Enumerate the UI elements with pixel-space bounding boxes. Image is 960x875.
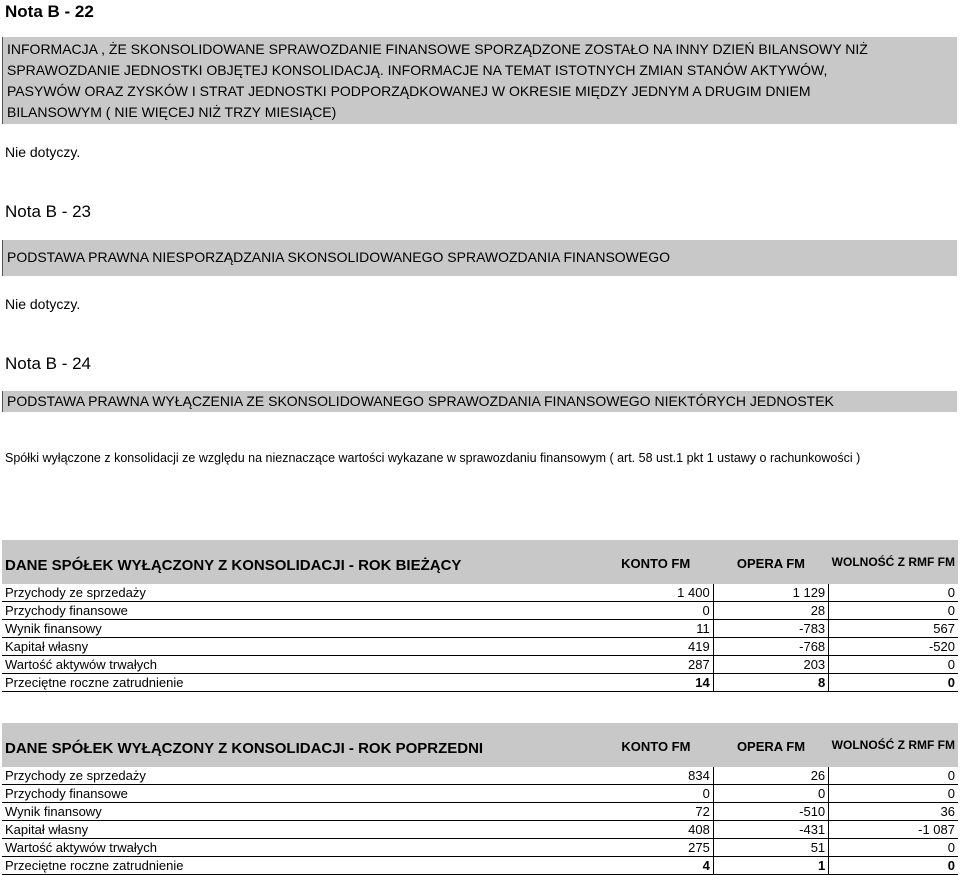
cell-value: 51 [713,839,828,857]
row-label: Kapitał własny [2,638,598,656]
cell-value: 419 [598,638,713,656]
nota-b22-header-line: PASYWÓW ORAZ ZYSKÓW I STRAT JEDNOSTKI PODPORZĄDKOWANEJ W OKRESIE MIĘDZY JEDNYM A DRUGIM DNIEM [7,83,811,99]
nota-b24-title: Nota B - 24 [5,354,91,373]
table-header-row [2,723,958,767]
table-row [2,821,958,839]
cell-value: 275 [598,839,713,857]
cell-value: 0 [829,656,958,674]
cell-value: 8 [713,674,828,692]
column-header: WOLNOŚĆ Z RMF FM [829,723,958,767]
nota-b22-note: Nie dotyczy. [5,144,81,160]
row-label: Kapitał własny [2,821,598,839]
table-row [2,767,958,785]
nota-b23-note: Nie dotyczy. [5,296,81,312]
nota-b23-header-text: PODSTAWA PRAWNA NIESPORZĄDZANIA SKONSOLIDOWANEGO SPRAWOZDANIA FINANSOWEGO [7,249,671,265]
cell-value: 0 [829,584,958,602]
table-title: DANE SPÓŁEK WYŁĄCZONY Z KONSOLIDACJI - ROK POPRZEDNI [2,723,598,767]
nota-b22-header [2,37,957,124]
cell-value: 28 [713,602,828,620]
row-label: Wartość aktywów trwałych [2,656,598,674]
row-label: Przychody ze sprzedaży [2,767,598,785]
nota-b23-title: Nota B - 23 [5,202,91,221]
column-header: KONTO FM [598,723,713,767]
cell-value: 1 129 [713,584,828,602]
cell-value: 36 [829,803,958,821]
cell-value: -768 [713,638,828,656]
cell-value: 72 [598,803,713,821]
table-row [2,602,958,620]
cell-value: 0 [829,602,958,620]
table-row [2,785,958,803]
cell-value: 408 [598,821,713,839]
table-row [2,620,958,638]
cell-value: 203 [713,656,828,674]
nota-b24-header-text: PODSTAWA PRAWNA WYŁĄCZENIA ZE SKONSOLIDOWANEGO SPRAWOZDANIA FINANSOWEGO NIEKTÓRYCH JEDNOSTEK [7,393,834,409]
cell-value: 287 [598,656,713,674]
cell-value: 0 [829,785,958,803]
row-label: Wynik finansowy [2,803,598,821]
cell-value: 11 [598,620,713,638]
table-row [2,803,958,821]
cell-value: 0 [829,857,958,875]
cell-value: 0 [829,767,958,785]
table-header-row [2,540,958,584]
table-row [2,857,958,875]
table-row [2,584,958,602]
column-header: WOLNOŚĆ Z RMF FM [829,540,958,584]
nota-b22-header-line: SPRAWOZDANIE JEDNOSTKI OBJĘTEJ KONSOLIDACJĄ. INFORMACJE NA TEMAT ISTOTNYCH ZMIAN STANÓW AKTYWÓW, [7,62,828,78]
table-title: DANE SPÓŁEK WYŁĄCZONY Z KONSOLIDACJI - ROK BIEŻĄCY [2,540,598,584]
table-row [2,674,958,692]
table-row [2,638,958,656]
row-label: Przychody finansowe [2,785,598,803]
column-header: OPERA FM [713,540,828,584]
nota-b22-title: Nota B - 22 [5,2,94,21]
cell-value: 0 [829,674,958,692]
cell-value: 26 [713,767,828,785]
column-header: KONTO FM [598,540,713,584]
cell-value: 0 [598,602,713,620]
excluded-companies-table-previous [2,723,958,875]
row-label: Przychody ze sprzedaży [2,584,598,602]
row-label: Przeciętne roczne zatrudnienie [2,674,598,692]
cell-value: -431 [713,821,828,839]
cell-value: 0 [598,785,713,803]
cell-value: 14 [598,674,713,692]
nota-b22-header-line: BILANSOWYM ( NIE WIĘCEJ NIŻ TRZY MIESIĄCE) [7,104,337,120]
nota-b24-note: Spółki wyłączone z konsolidacji ze względu na nieznaczące wartości wykazane w sprawozdaniu finansowym ( art. 58 ust.1 pkt 1 ustawy o rachunkowości ) [5,451,861,465]
row-label: Wartość aktywów trwałych [2,839,598,857]
nota-b23-header [2,240,957,276]
cell-value: 834 [598,767,713,785]
cell-value: 567 [829,620,958,638]
table-row [2,839,958,857]
cell-value: 4 [598,857,713,875]
nota-b22-header-line: INFORMACJA , ŻE SKONSOLIDOWANE SPRAWOZDANIE FINANSOWE SPORZĄDZONE ZOSTAŁO NA INNY DZIEŃ BILANSOWY NIŻ [7,41,868,57]
cell-value: 1 [713,857,828,875]
nota-b24-header [2,391,957,412]
row-label: Przeciętne roczne zatrudnienie [2,857,598,875]
excluded-companies-table-current [2,540,958,692]
row-label: Wynik finansowy [2,620,598,638]
cell-value: -520 [829,638,958,656]
cell-value: -783 [713,620,828,638]
cell-value: -1 087 [829,821,958,839]
cell-value: 0 [829,839,958,857]
cell-value: -510 [713,803,828,821]
cell-value: 0 [713,785,828,803]
table-row [2,656,958,674]
column-header: OPERA FM [713,723,828,767]
row-label: Przychody finansowe [2,602,598,620]
cell-value: 1 400 [598,584,713,602]
